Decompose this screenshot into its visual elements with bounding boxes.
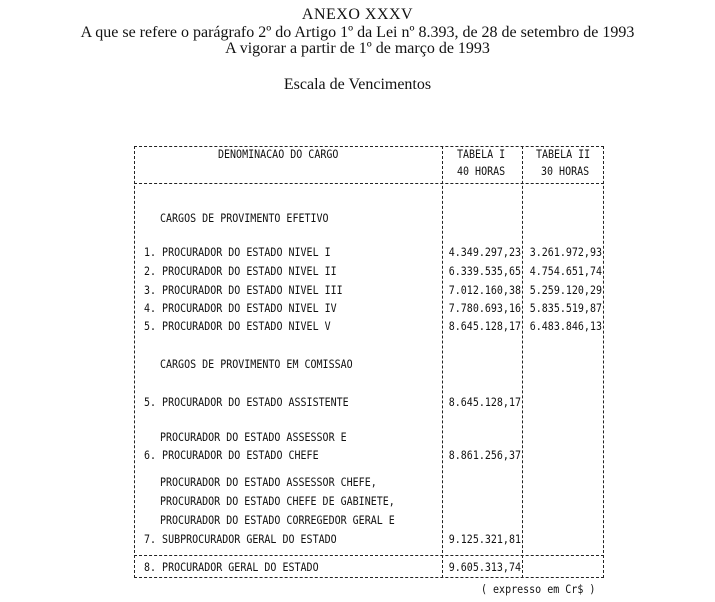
annex-title: ANEXO XXXV bbox=[301, 6, 414, 23]
table-cell-tabela-1: 6.339.535,65 bbox=[448, 266, 521, 279]
table-row-label-continued: PROCURADOR DO ESTADO CORREGEDOR GERAL E bbox=[160, 515, 395, 528]
table-cell-tabela-2: 4.754.651,74 bbox=[529, 266, 602, 279]
section-heading-efetivo: CARGOS DE PROVIMENTO EFETIVO bbox=[160, 213, 329, 226]
table-cell-tabela-2: 5.835.519,87 bbox=[529, 303, 602, 316]
table-cell-tabela-2: 6.483.846,13 bbox=[529, 321, 602, 334]
section-heading-comissao: CARGOS DE PROVIMENTO EM COMISSAO bbox=[160, 359, 353, 372]
table-row-label: 1. PROCURADOR DO ESTADO NIVEL I bbox=[144, 247, 331, 260]
salary-scale-subtitle: Escala de Vencimentos bbox=[283, 76, 432, 93]
table-cell-tabela-1: 8.645.128,17 bbox=[448, 321, 521, 334]
table-row-label: 5. PROCURADOR DO ESTADO ASSISTENTE bbox=[144, 397, 349, 410]
table-cell-tabela-1: 9.605.313,74 bbox=[448, 562, 521, 575]
annex-reference: A que se refere o parágrafo 2º do Artigo 1º da Lei nº 8.393, de 28 de setembro de 1993 bbox=[80, 24, 635, 41]
table-row-label: 2. PROCURADOR DO ESTADO NIVEL II bbox=[144, 266, 337, 279]
currency-footnote: ( expresso em Cr$ ) bbox=[481, 584, 596, 597]
column-header-cargo: DENOMINACAO DO CARGO bbox=[218, 149, 339, 162]
table-row-label: 3. PROCURADOR DO ESTADO NIVEL III bbox=[144, 285, 343, 298]
table-row-label: 5. PROCURADOR DO ESTADO NIVEL V bbox=[144, 321, 331, 334]
row-divider bbox=[134, 555, 604, 556]
table-cell-tabela-1: 7.780.693,16 bbox=[448, 303, 521, 316]
table-cell-tabela-1: 7.012.160,38 bbox=[448, 285, 521, 298]
column-header-tabela-2: TABELA II bbox=[536, 149, 591, 162]
table-cell-tabela-1: 8.861.256,37 bbox=[448, 450, 521, 463]
annex-effective-date: A vigorar a partir de 1º de março de 1993 bbox=[225, 40, 490, 57]
column-header-tabela-1-hours: 40 HORAS bbox=[457, 166, 506, 179]
table-cell-tabela-2: 3.261.972,93 bbox=[529, 247, 602, 260]
table-row-label: 7. SUBPROCURADOR GERAL DO ESTADO bbox=[144, 534, 337, 547]
header-divider bbox=[134, 183, 604, 184]
column-header-tabela-1: TABELA I bbox=[457, 149, 506, 162]
column-divider bbox=[442, 146, 443, 578]
table-cell-tabela-1: 9.125.321,81 bbox=[448, 534, 521, 547]
table-cell-tabela-1: 4.349.297,23 bbox=[448, 247, 521, 260]
table-row-label: 6. PROCURADOR DO ESTADO CHEFE bbox=[144, 450, 319, 463]
table-row-label-continued: PROCURADOR DO ESTADO CHEFE DE GABINETE, bbox=[160, 496, 395, 509]
column-header-tabela-2-hours: 30 HORAS bbox=[541, 166, 590, 179]
table-row-label-continued: PROCURADOR DO ESTADO ASSESSOR E bbox=[160, 432, 347, 445]
table-row-label: 4. PROCURADOR DO ESTADO NIVEL IV bbox=[144, 303, 337, 316]
table-cell-tabela-1: 8.645.128,17 bbox=[448, 397, 521, 410]
table-cell-tabela-2: 5.259.120,29 bbox=[529, 285, 602, 298]
table-row-label: 8. PROCURADOR GERAL DO ESTADO bbox=[144, 562, 319, 575]
table-row-label-continued: PROCURADOR DO ESTADO ASSESSOR CHEFE, bbox=[160, 477, 377, 490]
column-divider bbox=[522, 146, 523, 578]
